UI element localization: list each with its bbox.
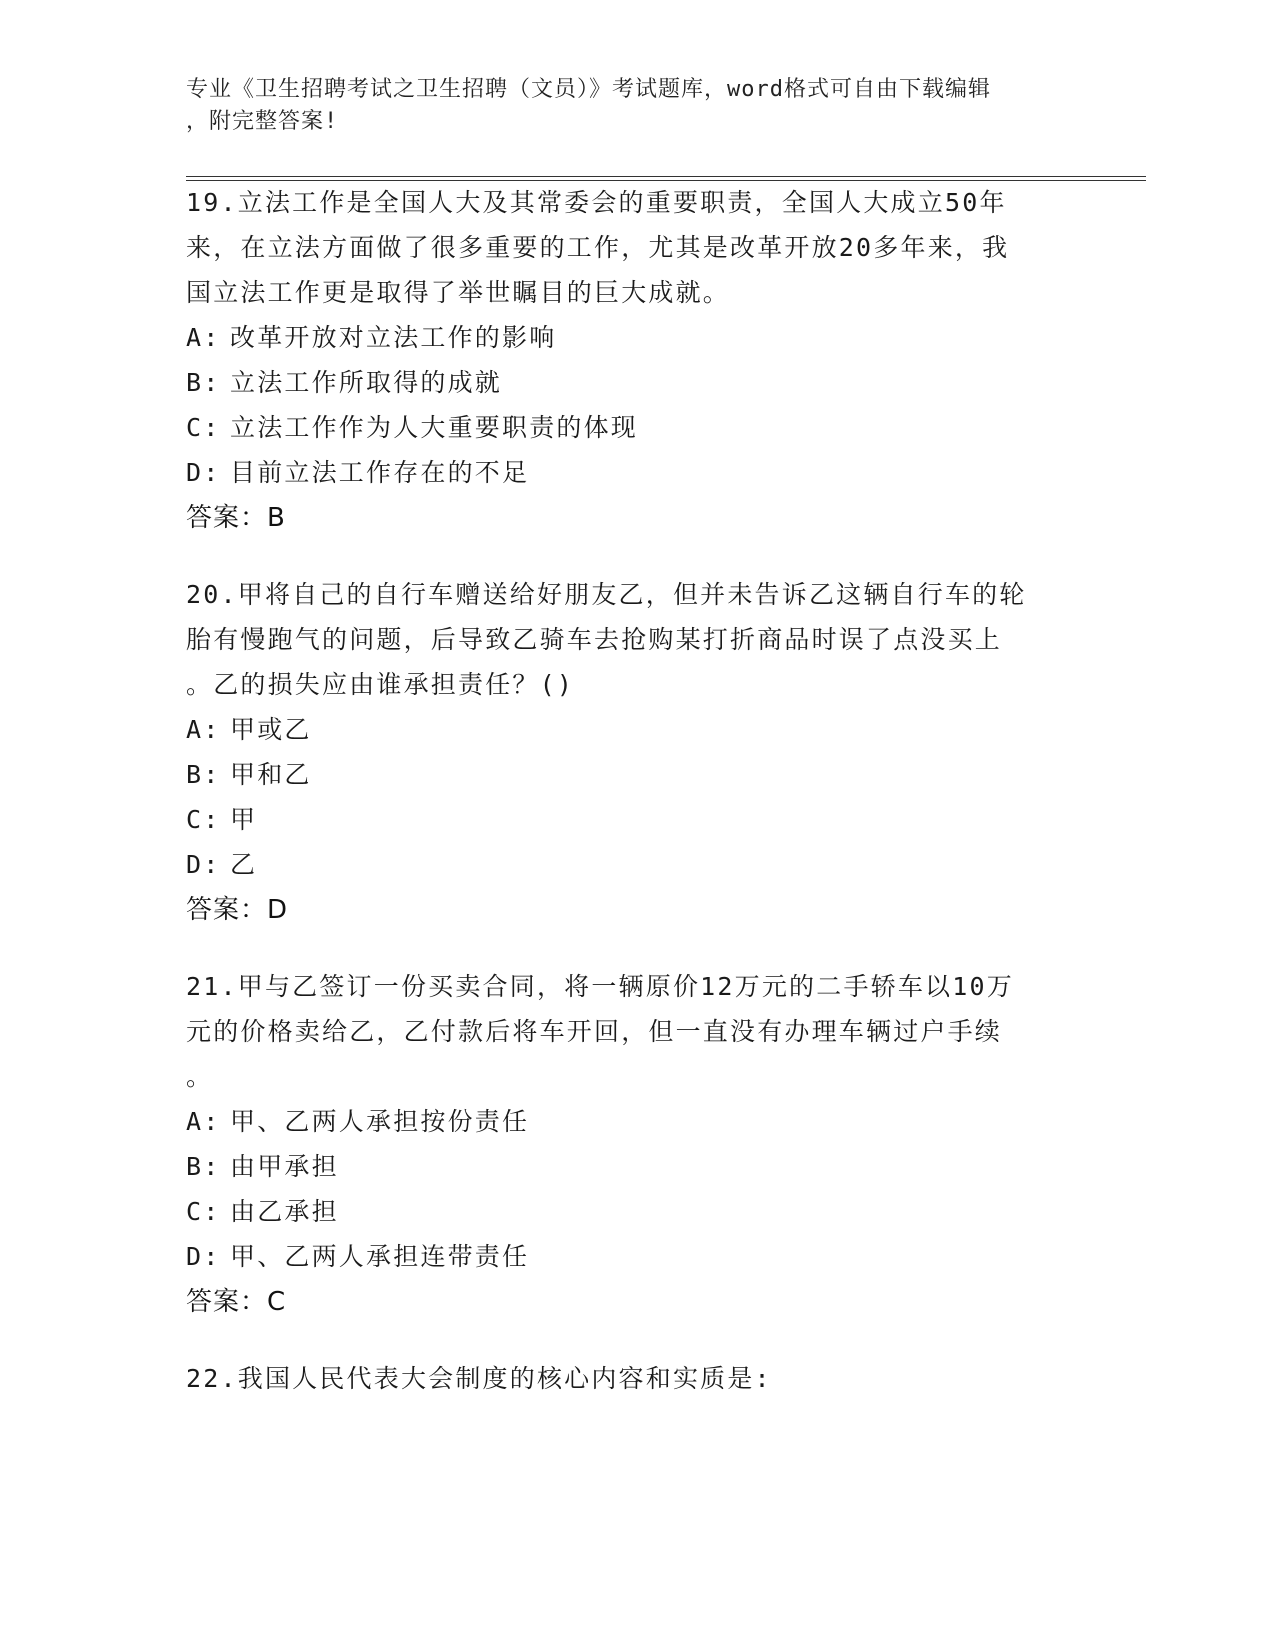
question-stem-line: 22.我国人民代表大会制度的核心内容和实质是: (186, 1364, 772, 1393)
header-line-2: ，附完整答案! (186, 109, 339, 134)
question-stem-line: 国立法工作更是取得了举世瞩目的巨大成就。 (186, 278, 731, 307)
question-stem-line: 来，在立法方面做了很多重要的工作，尤其是改革开放20多年来，我 (186, 233, 1010, 262)
answer-label: 答案：C (186, 1287, 287, 1317)
option-c: C: 甲 (186, 805, 258, 834)
option-d: D: 目前立法工作存在的不足 (186, 458, 530, 487)
question-stem-line: 。乙的损失应由谁承担责任？() (186, 670, 575, 699)
question-stem-line: 元的价格卖给乙，乙付款后将车开回，但一直没有办理车辆过户手续 (186, 1017, 1003, 1046)
option-a: A: 甲或乙 (186, 715, 312, 744)
question-22 (186, 1356, 1066, 1401)
question-stem-line: 20.甲将自己的自行车赠送给好朋友乙，但并未告诉乙这辆自行车的轮 (186, 580, 1027, 609)
option-c: C: 立法工作作为人大重要职责的体现 (186, 413, 639, 442)
question-stem-line: 19.立法工作是全国人大及其常委会的重要职责，全国人大成立50年 (186, 188, 1007, 217)
option-a: A: 改革开放对立法工作的影响 (186, 323, 557, 352)
header-line-1: 专业《卫生招聘考试之卫生招聘（文员）》考试题库，word格式可自由下载编辑 (186, 77, 991, 102)
document-header (186, 74, 1066, 138)
option-b: B: 由甲承担 (186, 1152, 339, 1181)
option-a: A: 甲、乙两人承担按份责任 (186, 1107, 530, 1136)
question-stem-line: 胎有慢跑气的问题，后导致乙骑车去抢购某打折商品时误了点没买上 (186, 625, 1003, 654)
option-b: B: 立法工作所取得的成就 (186, 368, 503, 397)
option-d: D: 乙 (186, 850, 258, 879)
answer-label: 答案：B (186, 503, 286, 533)
option-b: B: 甲和乙 (186, 760, 312, 789)
question-stem-line: 21.甲与乙签订一份买卖合同，将一辆原价12万元的二手轿车以10万 (186, 972, 1014, 1001)
option-d: D: 甲、乙两人承担连带责任 (186, 1242, 530, 1271)
question-21 (186, 964, 1066, 1325)
question-20 (186, 572, 1066, 933)
answer-label: 答案：D (186, 895, 289, 925)
option-c: C: 由乙承担 (186, 1197, 339, 1226)
question-stem-line: 。 (186, 1062, 214, 1091)
question-19 (186, 180, 1066, 541)
